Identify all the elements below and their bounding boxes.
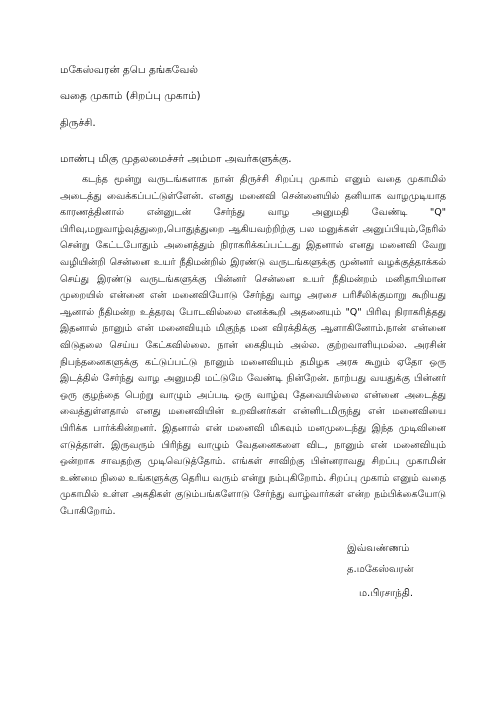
sender-name: மகேஸ்வரன் தபெ தங்கவேல் — [60, 64, 199, 76]
letter-body: கடந்த மூன்று வருடங்களாக நான் திருச்சி சிறப்பு முகாம் எனும் வதை முகாமில் அடைத்து வைக்கப்பட்டுள்ளேன். எனது மனைவி சென்னையில் தனியாக வாழமுடியாத காரணத்தினால் என்னுடன் சேர்ந்து வாழ அனுமதி வேண்டி "Q" பிரிவு,மறுவாழ்வுத்துறை,பொதுத்துறை ஆகியவற்றிற்கு பல மனுக்கள் அனுப்பியும்,நேரில் சென்று கேட்டபோதும் அனைத்தும் நிராகரிக்கப்பட்டது இதனால் எனது மனைவி வேறு வழியின்றி சென்னை உயர் நீதிமன்றில் இரண்டு வருடங்களுக்கு முன்னர் வழக்குத்தாக்கல் செய்து இரண்டு வருடங்களுக்கு பின்னர் சென்னை உயர் நீதிமன்றம் மனிதாபிமான முறையில் என்னை என் மனைவியோடு சேர்ந்து வாழ அரசை பரிசீலிக்குமாறு கூறியது ஆனால் நீதிமன்ற உத்தரவு போடவில்லை எனக்கூறி அதனையும் "Q" பிரிவு நிராகரித்தது இதனால் நானும் என் மனைவியும் மிகுந்த மன விரக்திக்கு ஆளாகினோம்.நான் என்னை விடுதலை செய்ய கேட்கவில்லை. நான் கைதியும் அல்ல. குற்றவாளியுமல்ல. அரசின் நிபந்தனைகளுக்கு கட்டுப்பட்டு நானும் மனைவியும் தமிழக அரசு கூறும் ஏதோ ஒரு இடத்தில் சேர்ந்து வாழ அனுமதி மட்டுமே வேண்டி நின்றேன். நாற்பது வயதுக்கு பின்னர் ஒரு குழந்தை பெற்று வாழும் அப்படி ஒரு வாழ்வு தேவையில்லை என்னை அடைத்து வைத்துள்ளதால் எனது மனைவியின் உறவினர்கள் என்னிடமிருந்து என் மனைவியை பிரிக்க பார்க்கின்றனர். இதனால் என் மனைவி மிகவும் மனமுடைந்து இந்த முடிவினை எடுத்தாள். இருவரும் பிரிந்து வாழும் வேதனைகளை விட, நானும் என் மனைவியும் ஒன்றாக சாவதற்கு முடிவெடுத்தோம். எங்கள் சாவிற்கு பின்னராவது சிறப்பு முகாமின் உண்மை நிலை உங்களுக்கு தெரிய வரும் என்று நம்புகிறோம். சிறப்பு முகாம் எனும் வதை முகாமில் உள்ள அகதிகள் குடும்பங்களோடு சேர்ந்து வாழ்வார்கள் என்ற நம்பிக்கையோடு போகிறோம். — [60, 174, 446, 517]
sender-camp: வதை முகாம் (சிறப்பு முகாம்) — [60, 90, 201, 102]
letter-greeting: மாண்பு மிகு முதலமைச்சர் அம்மா அவர்களுக்கு. — [60, 153, 292, 165]
sender-city: திருச்சி. — [60, 117, 96, 129]
signatory-2: ம.பிரசாந்தி. — [359, 588, 414, 599]
signatory-1: த.மகேஸ்வரன் — [347, 564, 414, 575]
letter-sign-off: இவ்வண்ணம் — [347, 543, 410, 554]
